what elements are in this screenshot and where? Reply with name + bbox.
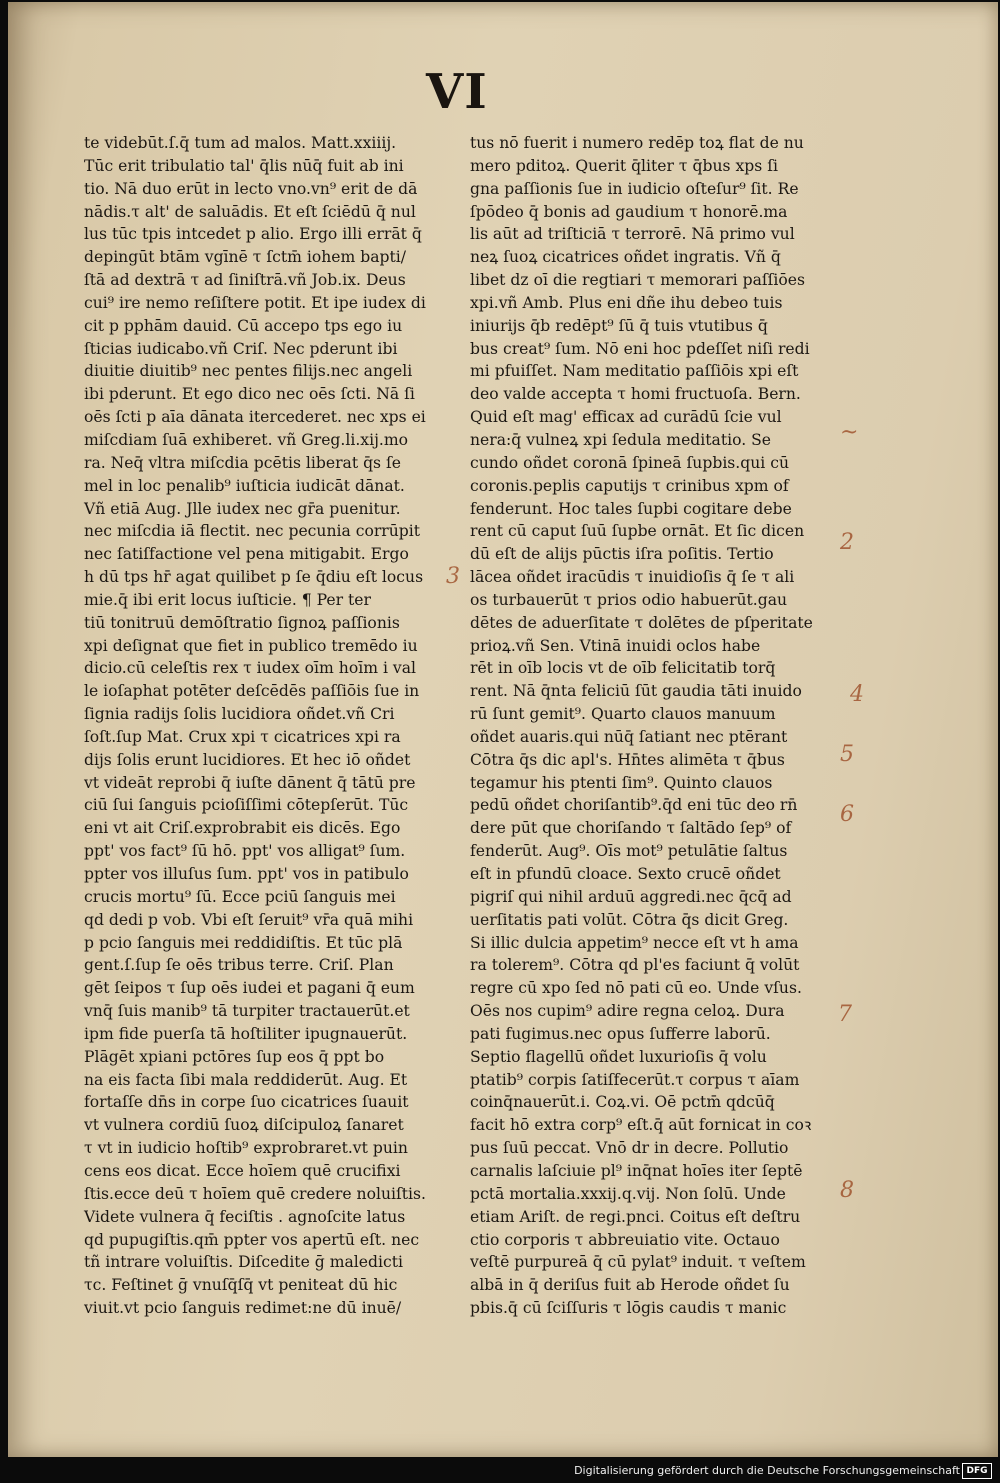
- left-column-line: cui⁹ ire nemo reſiſtere potit. Et ipe iudex di: [84, 293, 426, 312]
- left-column-line: crucis mortu⁹ ſū. Ecce pciū ſanguis mei: [84, 887, 396, 906]
- right-column-line: Oēs nos cupim⁹ adire regna celoꝝ. Dura: [470, 1002, 785, 1021]
- left-column-line: vnq̄ ſuis manib⁹ tā turpiter tractauerūt.et: [84, 1002, 410, 1021]
- left-column-line: gent.ſ.ſup ſe oēs tribus terre. Criſ. Plan: [84, 956, 394, 975]
- right-column-line: Si illic dulcia appetim⁹ necce eſt vt h ama: [470, 933, 799, 952]
- right-column-line: pati fugimus.nec opus ſufferre laborū.: [470, 1024, 771, 1043]
- right-column-line: rū ſunt gemit⁹. Quarto clauos manuum: [470, 705, 776, 724]
- right-column-line: coronis.peplis caputijs τ crinibus xpm of: [470, 476, 789, 495]
- left-column-line: τ vt in iudicio hoſtib⁹ exprobraret.vt puin: [84, 1139, 408, 1158]
- left-column-line: vt videāt reprobi q̄ iuſte dānent q̄ tātū pre: [84, 773, 416, 792]
- left-column-line: Videte vulnera q̄ feciſtis . agnoſcite latus: [84, 1207, 406, 1226]
- left-column-line: ſoſt.ſup Mat. Crux xpi τ cicatrices xpi ra: [84, 727, 401, 746]
- right-column-line: tegamur his ptenti ſim⁹. Quinto clauos: [470, 773, 773, 792]
- left-column-line: ipm fide puerſa tā hoſtiliter ipugnauerūt.: [84, 1024, 408, 1043]
- right-column-line: uerſitatis pati volūt. Cōtra q̄s dicit Greg.: [470, 910, 789, 929]
- right-column-line: oñdet auaris.qui nūq̄ ſatiant nec ptērant: [470, 727, 788, 746]
- right-column-line: lācea oñdet iracūdis τ inuidioſis q̄ ſe τ ali: [470, 568, 795, 587]
- right-column-line: dētes de aduerſitate τ dolētes de pſperitate: [470, 613, 813, 632]
- right-column-line: ptatib⁹ corpis ſatiſfecerūt.τ corpus τ aīam: [470, 1070, 800, 1089]
- left-column-line: qd pupugiſtis.qm̄ ppter vos apertū eſt. nec: [84, 1230, 420, 1249]
- left-column-line: tiū tonitruū demōſtratio ſignoꝝ paſſionis: [84, 613, 400, 632]
- left-column-line: miſcdiam ſuā exhiberet. vñ Greg.li.xij.mo: [84, 430, 409, 449]
- left-column-line: cens eos dicat. Ecce hoīem quē crucifixi: [84, 1161, 401, 1180]
- right-column-line: deo valde accepta τ homi fructuoſa. Bern.: [470, 385, 801, 404]
- right-column-line: mero pditoꝝ. Querit q̄liter τ q̄bus xps ſi: [470, 156, 778, 175]
- left-column-line: Plāgēt xpiani pctōres ſup eos q̄ ppt bo: [84, 1047, 385, 1066]
- left-column-line: tio. Nā duo erūt in lecto vno.vn⁹ erit de dā: [84, 179, 418, 198]
- right-column-line: fenderunt. Hoc tales ſupbi cogitare debe: [470, 499, 792, 518]
- left-column-line: gēt ſeipos τ ſup oēs iudei et pagani q̄ eum: [84, 979, 415, 998]
- digitization-credit: Digitalisierung gefördert durch die Deutsche Forschungsgemeinschaft: [574, 1464, 960, 1477]
- right-column-line: bus creat⁹ ſum. Nō eni hoc pdeſſet niſi redi: [470, 339, 810, 358]
- right-column-line: dū eſt de alijs pūctis iſra poſitis. Tertio: [470, 545, 774, 564]
- right-column-line: nera:q̄ vulneꝝ xpi ſedula meditatio. Se: [470, 430, 772, 449]
- right-column-line: pedū oñdet choriſantib⁹.q̄d eni tūc deo rn̄: [470, 796, 798, 815]
- right-column-line: Septio flagellū oñdet luxurioſis q̄ volu: [470, 1047, 767, 1066]
- left-column-line: eni vt ait Criſ.exprobrabit eis dicēs. Ego: [84, 819, 401, 838]
- margin-note-6: 6: [840, 802, 854, 827]
- right-column-line: rēt in oīb locis vt de oīb felicitatib torq̄: [470, 659, 776, 678]
- right-column-line: eſt in pfundū cloace. Sexto crucē oñdet: [470, 865, 781, 883]
- folio-number: VI: [426, 64, 488, 120]
- right-column-line: pigriſ qui nihil arduū aggredi.nec q̄cq̄ ad: [470, 887, 792, 906]
- left-column-line: dicio.cū celeſtis rex τ iudex oīm hoīm i val: [84, 659, 416, 678]
- left-column-line: ppt' vos fact⁹ ſū hō. ppt' vos alligat⁹ ſum.: [84, 842, 406, 861]
- margin-note-7: 7: [838, 1002, 852, 1027]
- left-column-line: ſticias iudicabo.vñ Criſ. Nec pderunt ibi: [84, 339, 398, 358]
- left-column-line: oēs ſcti p aīa dānata itercederet. nec xps ei: [84, 408, 426, 427]
- margin-note-4: 4: [850, 682, 864, 707]
- left-column-line: cit p pphām dauid. Cū accepo tps ego iu: [84, 316, 403, 335]
- right-column-line: rent. Nā q̄nta feliciū ſūt gaudia tāti inuido: [470, 682, 802, 701]
- left-column-line: ſignia radijs ſolis lucidiora oñdet.vñ Cri: [84, 705, 395, 724]
- left-column-line: nādis.τ alt' de saluādis. Et eſt ſciēdū q̄ nul: [84, 202, 416, 221]
- right-column-line: ctio corporis τ abbreuiatio vite. Octauo: [470, 1230, 780, 1249]
- manuscript-page: [8, 2, 998, 1457]
- right-column-line: iniurijs q̄b redēpt⁹ ſū q̄ tuis vtutibus q̄: [470, 316, 768, 335]
- text-column-right: [470, 132, 830, 1320]
- right-column-line: regre cū xpo ſed nō pati cū eo. Unde vſus.: [470, 979, 802, 998]
- left-column-line: nec ſatiſfactione vel pena mitigabit. Ergo: [84, 545, 409, 564]
- right-column-line: gna paſſionis ſue in iudicio oſteſur⁹ ſit. Re: [470, 179, 799, 198]
- right-column-line: cundo oñdet coronā ſpineā ſupbis.qui cū: [470, 453, 790, 472]
- right-column-line: tus nō fuerit i numero redēp toꝝ flat de nu: [470, 134, 804, 152]
- left-column-line: ſtā ad dextrā τ ad ſiniſtrā.vñ Job.ix. Deus: [84, 271, 406, 290]
- right-column-line: pus ſuū peccat. Vnō dr in decre. Pollutio: [470, 1139, 789, 1158]
- right-column-line: facit hō extra corp⁹ eſt.q̄ aūt fornicat in coꝛ: [470, 1116, 812, 1135]
- left-column-line: le ioſaphat potēter deſcēdēs paſſiōis ſue in: [84, 682, 420, 701]
- left-column-line: tñ intrare voluiſtis. Diſcedite ḡ maledicti: [84, 1253, 403, 1272]
- left-column-line: Vñ etiā Aug. Jlle iudex nec gr̄a puenitur.: [84, 499, 401, 518]
- left-column-line: p pcio ſanguis mei reddidiſtis. Et tūc plā: [84, 933, 403, 952]
- margin-note-2: 2: [840, 530, 854, 555]
- left-column-line: fortaſſe dn̄s in corpe ſuo cicatrices ſuauit: [84, 1093, 409, 1112]
- right-column-line: ſpōdeo q̄ bonis ad gaudium τ honorē.ma: [470, 202, 788, 221]
- left-column-line: mel in loc penalib⁹ iuſticia iudicāt dānat.: [84, 476, 405, 495]
- right-column-line: fenderūt. Aug⁹. Oīs mot⁹ petulātie ſaltus: [470, 842, 788, 861]
- right-column-line: albā in q̄ deriſus fuit ab Herode oñdet ſu: [470, 1276, 790, 1295]
- right-column-line: pbis.q̄ cū ſciſſuris τ lōgis caudis τ manic: [470, 1299, 787, 1318]
- left-column-line: τc. Feſtinet ḡ vnuſq̄ſq̄ vt peniteat dū hic: [84, 1276, 398, 1295]
- left-column-line: ciū ſui ſanguis pcioſiſſimi cōtepſerūt. Tūc: [84, 796, 409, 815]
- left-column-line: ſtis.ecce deū τ hoīem quē credere noluiſtis.: [84, 1184, 426, 1203]
- left-column-line: na eis facta ſibi mala reddiderūt. Aug. Et: [84, 1070, 408, 1089]
- left-column-line: ibi pderunt. Et ego dico nec oēs ſcti. Nā ſi: [84, 385, 415, 404]
- left-column-line: dijs ſolis erunt lucidiores. Et hec iō oñdet: [84, 750, 411, 769]
- right-column-line: carnalis laſciuie pl⁹ inq̄nat hoīes iter ſeptē: [470, 1161, 803, 1180]
- left-column-line: xpi deſignat que fiet in publico tremēdo iu: [84, 636, 418, 655]
- left-column-line: lus tūc tpis intcedet p alio. Ergo illi errāt q̄: [84, 225, 422, 244]
- right-column-line: ra tolerem⁹. Cōtra qd pl'es faciunt q̄ volūt: [470, 956, 800, 975]
- left-column-line: diuitie diuitib⁹ nec pentes filijs.nec angeli: [84, 362, 413, 381]
- right-column-line: veſtē purpureā q̄ cū pylat⁹ induit. τ veſtem: [470, 1253, 806, 1272]
- left-column-line: depingūt btām vgīnē τ ſctm̄ iohem bapti/: [84, 248, 407, 267]
- text-column-left: [84, 132, 444, 1320]
- right-column-line: etiam Ariſt. de regi.pnci. Coitus eſt deſtru: [470, 1207, 801, 1226]
- right-column-line: dere pūt que choriſando τ ſaltādo ſep⁹ of: [470, 819, 792, 838]
- left-column-line: ra. Neq̄ vltra miſcdia pcētis liberat q̄s ſe: [84, 453, 402, 472]
- left-column-line: viuit.vt pcio ſanguis redimet:ne dū inuē/: [84, 1299, 402, 1318]
- right-column-line: rent cū caput ſuū ſupbe ornāt. Et ſic dicen: [470, 522, 805, 541]
- right-column-line: prioꝝ.vñ Sen. Vtinā inuidi oclos habe: [470, 636, 761, 655]
- right-column-line: coinq̄nauerūt.i. Coꝝ.vi. Oē pctm̄ qdcūq̄: [470, 1093, 775, 1112]
- right-column-line: libet dz oī die regtiari τ memorari paſſiōes: [470, 271, 806, 290]
- left-column-line: ppter vos illuſus ſum. ppt' vos in patibulo: [84, 865, 409, 883]
- margin-note-3: 3: [446, 564, 460, 589]
- left-column-line: qd dedi p vob. Vbi eſt ſeruit⁹ vr̄a quā mihi: [84, 910, 414, 929]
- right-column-line: os turbauerūt τ prios odio habuerūt.gau: [470, 590, 788, 609]
- left-column-line: nec miſcdia iā flectit. nec pecunia corrūpit: [84, 522, 421, 541]
- right-column-line: pctā mortalia.xxxij.q.vij. Non ſolū. Unde: [470, 1184, 786, 1203]
- left-column-line: te videbūt.ſ.q̄ tum ad malos. Matt.xxiiij.: [84, 134, 397, 152]
- right-column-line: lis aūt ad triſticiā τ terrorē. Nā primo vul: [470, 225, 795, 244]
- left-column-line: h dū tps hr̄ agat quilibet p ſe q̄diu eſt locus: [84, 568, 424, 587]
- right-column-line: neꝝ ſuoꝝ cicatrices oñdet ingratis. Vñ q̄: [470, 248, 781, 267]
- right-column-line: Quid eſt mag' efficax ad curādū ſcie vul: [470, 408, 782, 427]
- left-column-line: Tūc erit tribulatio tal' q̄lis nūq̄ fuit ab ini: [84, 156, 404, 175]
- margin-note-5: 5: [840, 742, 854, 767]
- margin-mark-dash: ~: [840, 420, 859, 445]
- left-column-line: mie.q̄ ibi erit locus iuſticie. ¶ Per ter: [84, 590, 371, 609]
- margin-note-8: 8: [840, 1178, 854, 1203]
- left-column-line: vt vulnera cordiū ſuoꝝ diſcipuloꝝ ſanaret: [84, 1116, 404, 1135]
- right-column-line: Cōtra q̄s dic apl's. Hn̄tes alimēta τ q̄bus: [470, 750, 785, 769]
- dfg-logo-icon: DFG: [962, 1463, 992, 1479]
- right-column-line: mi pfuiſſet. Nam meditatio paſſiōis xpi eſt: [470, 362, 799, 381]
- right-column-line: xpi.vñ Amb. Plus eni dñe ihu debeo tuis: [470, 293, 783, 312]
